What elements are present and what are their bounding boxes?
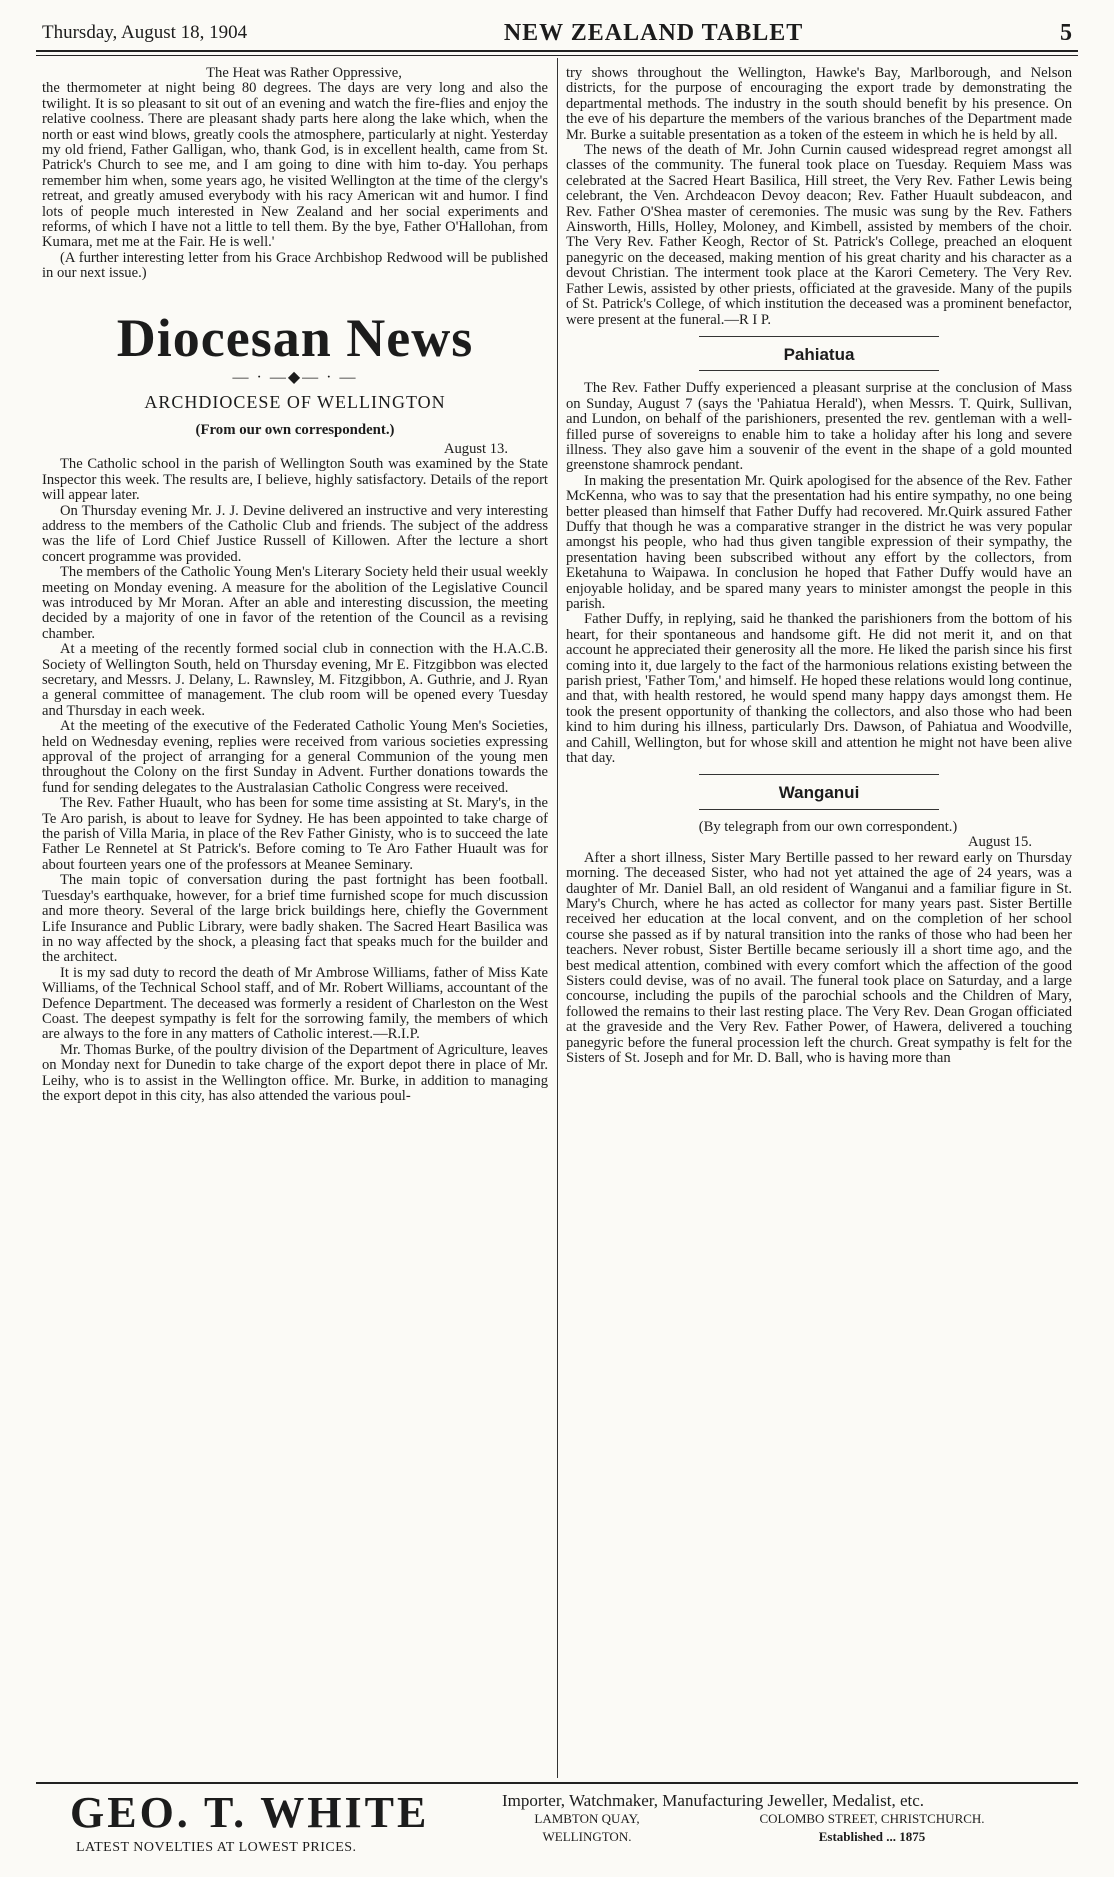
article-paragraph: The Rev. Father Huault, who has been for some time assisting at St. Mary's, in the Te Aro parish, is about to leave for Sydney. He has been appointed to take charge of the parish of Villa Maria, in place of the Rev Father Ginisty, who is to succeed the late Father Le Rennetel at St Patrick's. Before coming to Te Aro Father Huault was for about fourteen years one of the professors at Meanee Seminary. (42, 795, 548, 873)
diocesan-news-heading: Diocesan News (116, 307, 474, 368)
ornament-divider: — · —◆— · — (232, 368, 358, 386)
address-street: COLOMBO STREET, CHRISTCHURCH. (759, 1811, 985, 1826)
article-paragraph: The members of the Catholic Young Men's Literary Society held their usual weekly meeting on Monday evening. A measure for the abolition of the Legislative Council was introduced by Mr Moran. After an able and interesting discussion, the meeting decided by a majority of one in favor of the retention of the Council as a revising chamber. (42, 564, 548, 642)
left-column (42, 66, 548, 1104)
article-paragraph: After a short illness, Sister Mary Bertille passed to her reward early on Thursday morning. The deceased Sister, who had not yet attained the age of 24 years, was a daughter of Mr. Daniel Ball, an old resident of Wanganui and a familiar figure in St. Mary's Church, where he has acted as collector for many years past. Sister Bertille received her education at the local convent, and on the completion of her school course she passed as if by natural transition into the ranks of those who had been her teachers. Never robust, Sister Bertille became seriously ill a short time ago, and the best medical attention, combined with every comfort which the affection of the good Sisters could devise, was of no avail. The funeral took place on Saturday, and a large concourse, including the pupils of the parochial schools and the Children of Mary, followed the remains to their last resting place. The Very Rev. Dean Grogan officiated at the graveside and the Very Rev. Father Power, of Hawera, delivered a touching panegyric before the funeral procession left the church. Great sympathy is felt for the Sisters of St. Joseph and for Mr. D. Ball, who is having more than (566, 849, 1072, 1066)
section-rule (699, 336, 939, 337)
page-number: 5 (1059, 19, 1072, 46)
article-paragraph: The main topic of conversation during the past fortnight has been football. Tuesday's earthquake, however, for a brief time furnished scope for much discussion and more theory. Several of the large brick buildings here, chiefly the Government Life Insurance and Public Library, were badly shaken. The Sacred Heart Basilica was in no way affected by the shock, a pleasing fact that speaks much for the builder and the architect. (42, 872, 548, 966)
advertiser-name: GEO. T. WHITE (70, 1788, 430, 1837)
address-row (502, 1810, 1072, 1828)
article-paragraph: try shows throughout the Wellington, Hawke's Bay, Marlborough, and Nelson districts, for the purpose of encouraging the export trade by demonstrating the departmental methods. The industry in the south should benefit by his presence. On the eve of his departure the members of the various branches of the Department made Mr. Burke a suitable presentation as a token of the esteem in which he is held by all. (566, 65, 1072, 143)
address-city: WELLINGTON. (542, 1829, 632, 1844)
header-rule-thin (36, 55, 1078, 56)
letter-paragraph: the thermometer at night being 80 degrees. The days are very long and also the twilight. It is so pleasant to sit out of an evening and watch the fire-flies and enjoy the relative coolness. There are pleasant shady parts here along the lake which, when the north or east wind blows, greatly cools the atmosphere, particularly at night. Yesterday my old friend, Father Galligan, who, thank God, is in excellent health, came from St. Patrick's Church to see me, and I am going to dine with him to-day. You perhaps remember him when, some years ago, he visited Wellington at the time of the clergy's retreat, and greatly amused everybody with his racy American wit and humor. I find lots of people much interested in New Zealand and her social experiments and reforms, of which I have not a little to tell them. By the bye, Father O'Hallohan, from Kumara, met me at the Fair. He is well.' (42, 80, 548, 251)
newspaper-title: NEW ZEALAND TABLET (503, 19, 804, 46)
article-paragraph: The Catholic school in the parish of Wellington South was examined by the State Inspector this week. The results are, I believe, highly satisfactory. Details of the report will appear later. (42, 456, 548, 504)
letter-note: (A further interesting letter from his Grace Archbishop Redwood will be published in our next issue.) (42, 249, 548, 282)
masthead (42, 18, 1072, 48)
pahiatua-heading: Pahiatua (783, 344, 855, 364)
advertiser-details (502, 1792, 1072, 1846)
article-paragraph: The Rev. Father Duffy experienced a pleasant surprise at the conclusion of Mass on Sunday, August 7 (says the 'Pahiatua Herald'), when Messrs. T. Quirk, Sullivan, and Lundon, on behalf of the parishioners, presented the rev. gentleman with a well-filled purse of sovereigns to enable him to take a holiday after his long and severe illness. They also gave him a souvenir of the event in the shape of a gold mounted greenstone shamrock pendant. (566, 380, 1072, 474)
article-paragraph: In making the presentation Mr. Quirk apologised for the absence of the Rev. Father McKenna, who was to say that the presentation had his entire sympathy, no one being better pleased than himself that Father Duffy had recovered. Mr.Quirk assured Father Duffy that though he was a comparative stranger in the district he was very popular amongst his people, who had thus given tangible expression of their sympathy, the presentation having been subscribed without any effort by the collectors, from Eketahuna to Waipawa. In conclusion he hoped that Father Duffy would have an enjoyable holiday, and be spared many years to minister amongst the people in this parish. (566, 472, 1072, 612)
wanganui-heading: Wanganui (778, 783, 860, 803)
column-divider (557, 58, 558, 1778)
address-row (502, 1828, 1072, 1846)
advertiser-tagline: LATEST NOVELTIES AT LOWEST PRICES. (76, 1840, 357, 1855)
section-rule (699, 774, 939, 775)
archdiocese-heading: ARCHDIOCESE OF WELLINGTON (144, 392, 446, 413)
issue-date: Thursday, August 18, 1904 (42, 22, 248, 43)
footer-rule (36, 1782, 1078, 1784)
article-paragraph: Father Duffy, in replying, said he thanked the parishioners from the bottom of his heart, for their spontaneous and handsome gift. He did not merit it, and on that account he appreciated their generosity all the more. He liked the parish since his first coming into it, due largely to the fact of the harmonious relations existing between the parish priest, 'Father Tom,' and himself. He hoped these relations would long continue, and that, with health restored, he would spend many happy days amongst them. He took the present opportunity of thanking the collectors, and also those who had been kind to him during his illness, particularly Drs. Dawson, of Pahiatua and Woodville, and Cahill, Wellington, but for whose skill and attention he might not have been alive that day. (566, 611, 1072, 767)
advertiser-trades: Importer, Watchmaker, Manufacturing Jeweller, Medalist, etc. (502, 1791, 925, 1810)
address-street: LAMBTON QUAY, (534, 1811, 640, 1826)
article-paragraph: At the meeting of the executive of the Federated Catholic Young Men's Societies, held on Wednesday evening, replies were received from various societies expressing approval of the project of arranging for a general Communion of the young men throughout the Colony on the first Sunday in Advent. Further donations towards the fund for sending delegates to the Australasian Catholic Congress were received. (42, 718, 548, 796)
letter-subheading: The Heat was Rather Oppressive, (206, 65, 402, 81)
correspondent-note: (By telegraph from our own correspondent.) (698, 818, 958, 835)
article-paragraph: It is my sad duty to record the death of Mr Ambrose Williams, father of Miss Kate Williams, of the Technical School staff, and of Mr. Robert Williams, accountant of the Defence Department. The deceased was formerly a resident of Charleston on the West Coast. The deepest sympathy is felt for the sorrowing family, the members of which are always to the fore in any matters of Catholic interest.—R.I.P. (42, 964, 548, 1043)
article-paragraph: Mr. Thomas Burke, of the poultry division of the Department of Agriculture, leaves on Monday next for Dunedin to take charge of the export depot there in place of Mr. Leihy, who is to assist in the Wellington office. Mr. Burke, in addition to managing the export depot in this city, has also attended the various poul- (42, 1041, 548, 1104)
section-rule (699, 370, 939, 371)
article-paragraph: At a meeting of the recently formed social club in connection with the H.A.C.B. Society of Wellington South, held on Thursday evening, Mr E. Fitzgibbon was elected secretary, and Messrs. J. Delany, L. Rawnsley, M. Fitzgibbon, A. Guthrie, and J. Ryan a general committee of management. The club room will be opened every Tuesday and Thursday in each week. (42, 641, 548, 719)
established-year: Established ... 1875 (818, 1829, 926, 1844)
right-column (566, 66, 1072, 1066)
dateline: August 15. (967, 834, 1032, 851)
header-rule (36, 50, 1078, 52)
correspondent-note: (From our own correspondent.) (195, 421, 395, 438)
section-rule (699, 809, 939, 810)
dateline: August 13. (443, 440, 508, 457)
article-paragraph: The news of the death of Mr. John Curnin caused widespread regret amongst all classes of the community. The funeral took place on Tuesday. Requiem Mass was celebrated at the Sacred Heart Basilica, Hill street, the Very Rev. Father Lewis being celebrant, the Ven. Archdeacon Devoy deacon; Rev. Father Huault subdeacon, and Rev. Father O'Shea master of ceremonies. The music was sung by the Rev. Fathers Ainsworth, Hills, Holley, Moloney, and Kimbell, assisted by members of the choir. The Very Rev. Father Keogh, Rector of St. Patrick's College, preached an eloquent panegyric on the deceased, making mention of his great charity and his character as a devout Christian. The interment took place at the Karori Cemetery. The Very Rev. Father Lewis, assisted by other priests, officiated at the graveside. Many of the pupils of St. Patrick's College, of which institution the deceased was a prominent benefactor, were present at the funeral.—R I P. (566, 142, 1072, 328)
advertisement (42, 1790, 1072, 1860)
article-paragraph: On Thursday evening Mr. J. J. Devine delivered an instructive and very interesting address to the members of the Catholic Club and friends. The subject of the address was the life of Lord Chief Justice Russell of Killowen. After the lecture a short concert programme was provided. (42, 502, 548, 565)
